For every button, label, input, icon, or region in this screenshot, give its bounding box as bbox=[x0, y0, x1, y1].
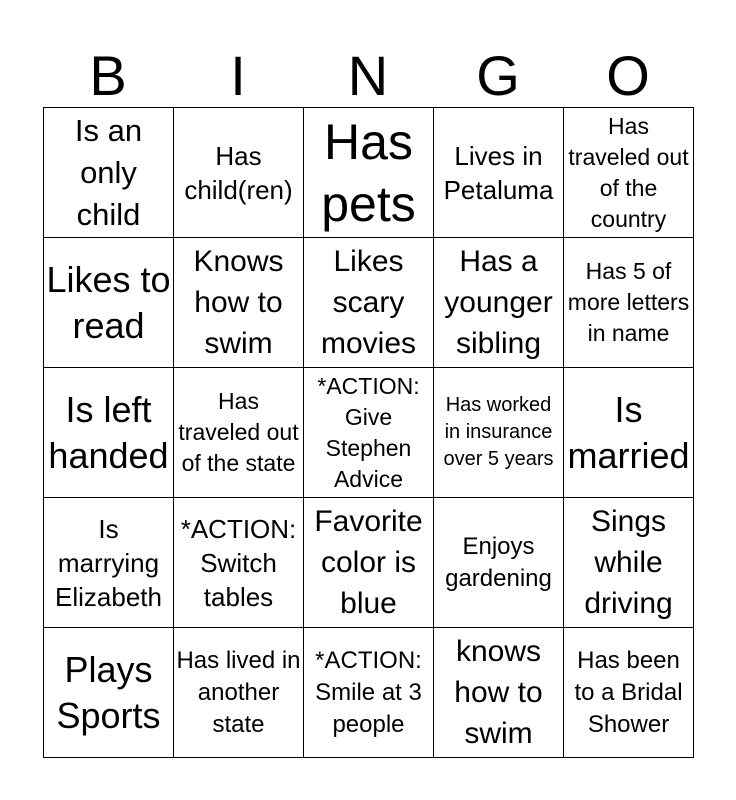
cell-text: Plays Sports bbox=[56, 648, 161, 736]
cell-text: Has pets bbox=[321, 113, 416, 232]
bingo-cell-r2-c2[interactable] bbox=[174, 238, 304, 368]
cell-text: Enjoys gardening bbox=[445, 532, 552, 592]
bingo-cell-r1-c4[interactable] bbox=[434, 108, 564, 238]
cell-text: Is left handed bbox=[48, 388, 169, 476]
bingo-cell-r2-c5[interactable] bbox=[564, 238, 694, 368]
header-letter-b: B bbox=[89, 44, 127, 107]
bingo-cell-r3-c5[interactable] bbox=[564, 368, 694, 498]
bingo-cell-r4-c3[interactable] bbox=[304, 498, 434, 628]
cell-text: Sings while driving bbox=[584, 505, 673, 620]
bingo-cell-r2-c3[interactable] bbox=[304, 238, 434, 368]
cell-text: Has 5 of more letters in name bbox=[567, 258, 690, 346]
bingo-cell-r3-c2[interactable] bbox=[174, 368, 304, 498]
cell-text: *ACTION: Give Stephen Advice bbox=[317, 372, 420, 492]
cell-text: Likes scary movies bbox=[320, 245, 417, 360]
cell-text: Has been to a Bridal Shower bbox=[574, 646, 683, 738]
cell-text: Lives in Petaluma bbox=[443, 140, 554, 205]
header-letter-i: I bbox=[230, 44, 246, 107]
bingo-cell-r4-c4[interactable] bbox=[434, 498, 564, 628]
bingo-cell-r3-c1[interactable] bbox=[44, 368, 174, 498]
cell-text: Has lived in another state bbox=[176, 646, 301, 738]
bingo-cell-r5-c1[interactable] bbox=[44, 628, 174, 758]
bingo-cell-r3-c3[interactable] bbox=[304, 368, 434, 498]
cell-text: Has a younger sibling bbox=[444, 245, 553, 360]
cell-text: *ACTION: Smile at 3 people bbox=[315, 646, 422, 738]
cell-text: Has traveled out of the country bbox=[568, 112, 689, 232]
bingo-cell-r1-c2[interactable] bbox=[174, 108, 304, 238]
bingo-cell-r3-c4[interactable] bbox=[434, 368, 564, 498]
cell-text: Knows how to swim bbox=[193, 245, 284, 360]
bingo-cell-r4-c1[interactable] bbox=[44, 498, 174, 628]
cell-text: *ACTION: Switch tables bbox=[180, 513, 297, 612]
cell-text: Is marrying Elizabeth bbox=[55, 513, 162, 612]
bingo-cell-r4-c2[interactable] bbox=[174, 498, 304, 628]
bingo-cell-r5-c4[interactable] bbox=[434, 628, 564, 758]
cell-text: Likes to read bbox=[46, 258, 171, 346]
cell-text: knows how to swim bbox=[454, 635, 543, 750]
header-letter-g: G bbox=[476, 44, 520, 107]
bingo-cell-r4-c5[interactable] bbox=[564, 498, 694, 628]
cell-text: Has traveled out of the state bbox=[178, 388, 299, 476]
bingo-cell-r2-c1[interactable] bbox=[44, 238, 174, 368]
cell-text: Is an only child bbox=[74, 112, 143, 232]
bingo-cell-r1-c3[interactable] bbox=[304, 108, 434, 238]
bingo-cell-r5-c2[interactable] bbox=[174, 628, 304, 758]
bingo-header bbox=[43, 44, 693, 108]
bingo-card-grid bbox=[43, 107, 694, 758]
header-letter-o: O bbox=[606, 44, 650, 107]
cell-text: Has worked in insurance over 5 years bbox=[443, 394, 554, 470]
bingo-cell-r5-c5[interactable] bbox=[564, 628, 694, 758]
cell-text: Favorite color is blue bbox=[314, 505, 423, 620]
bingo-cell-r5-c3[interactable] bbox=[304, 628, 434, 758]
header-letter-n: N bbox=[347, 44, 389, 107]
bingo-cell-r1-c1[interactable] bbox=[44, 108, 174, 238]
cell-text: Has child(ren) bbox=[184, 140, 293, 205]
bingo-cell-r1-c5[interactable] bbox=[564, 108, 694, 238]
cell-text: Is married bbox=[567, 388, 690, 476]
bingo-cell-r2-c4[interactable] bbox=[434, 238, 564, 368]
